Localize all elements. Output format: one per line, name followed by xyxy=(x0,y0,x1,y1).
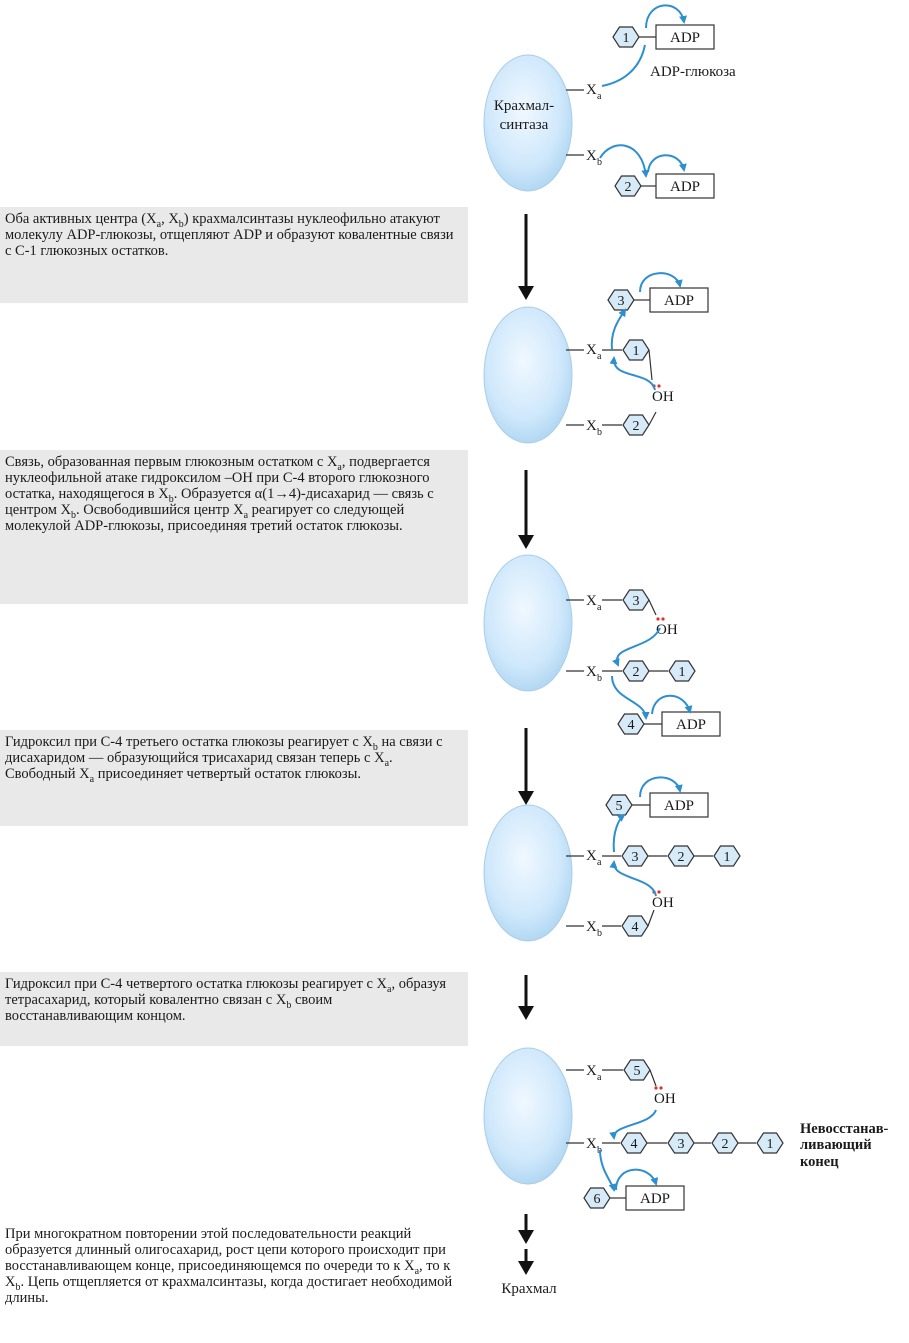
glucose-residue-number: 4 xyxy=(627,718,635,733)
bond-line xyxy=(650,1070,656,1086)
nonreducing-end-label: конец xyxy=(800,1154,839,1170)
glucose-residue-number: 1 xyxy=(678,665,686,680)
subscript: b xyxy=(178,218,184,230)
glucose-residue-number: 2 xyxy=(677,850,685,865)
adp-label: ADP xyxy=(663,293,695,309)
active-site-subscript: b xyxy=(597,673,602,684)
active-site-subscript: a xyxy=(597,1072,602,1083)
bond-line xyxy=(649,412,656,425)
glucose-residue-number: 1 xyxy=(723,850,731,865)
subscript: a xyxy=(386,983,392,995)
active-site-subscript: a xyxy=(597,602,602,613)
active-site-label: X xyxy=(586,342,597,358)
electron-flow-arrow xyxy=(614,815,624,852)
glucose-residue-number: 5 xyxy=(615,799,623,814)
active-site-subscript: b xyxy=(597,157,602,168)
enzyme-ellipse xyxy=(484,805,572,941)
hydroxyl-label: OH xyxy=(656,622,678,638)
glucose-residue-number: 4 xyxy=(631,920,639,935)
caption-step-3: Гидроксил при С-4 третьего остатка глюкозы реагирует с $X_b$ на связи с дисахаридом — образующийся трисахарид связан теперь с $X_a$. Свободный $X_a$ присоединяет четвертый остаток глюкозы. xyxy=(0,730,468,826)
active-site-subscript: b xyxy=(597,1145,602,1156)
enzyme-ellipse xyxy=(484,1048,572,1184)
active-site-label: X xyxy=(586,919,597,935)
reaction-arrow-head xyxy=(518,791,534,805)
active-site-label: X xyxy=(586,418,597,434)
hydroxyl-label: OH xyxy=(654,1091,676,1107)
active-site-label: X xyxy=(586,1136,597,1152)
glucose-residue-number: 2 xyxy=(624,180,632,195)
active-site-label: X xyxy=(586,82,597,98)
reaction-arrow-head xyxy=(518,1230,534,1244)
hydroxyl-label: OH xyxy=(652,895,674,911)
hydroxyl-label: OH xyxy=(652,389,674,405)
lone-pair-dot xyxy=(654,1086,657,1089)
electron-flow-arrow xyxy=(600,145,646,176)
adp-glucose-label: ADP-глюкоза xyxy=(650,64,736,80)
adp-label: ADP xyxy=(675,717,707,733)
active-site-subscript: a xyxy=(597,857,602,868)
active-site-label: X xyxy=(586,1063,597,1079)
glucose-residue-number: 1 xyxy=(766,1137,774,1152)
caption-step-4: Гидроксил при С-4 четвертого остатка глюкозы реагирует с $X_a$, образуя тетрасахарид, который ковалентно связан с $X_b$ своим восстанавливающим концом. xyxy=(0,972,468,1046)
electron-flow-arrow xyxy=(612,310,625,350)
electron-flow-arrow xyxy=(617,628,660,665)
enzyme-ellipse xyxy=(484,307,572,443)
active-site-subscript: b xyxy=(597,427,602,438)
active-site-subscript: a xyxy=(597,91,602,102)
adp-label: ADP xyxy=(663,798,695,814)
caption-step-1: Оба активных центра ($X_a$, $X_b$) крахмалсинтазы нуклеофильно атакуют молекулу ADP-глюкозы, отщепляют ADP и образуют ковалентные связи с С-1 глюкозных остатков. xyxy=(0,207,468,303)
active-site-label: X xyxy=(586,848,597,864)
enzyme-ellipse xyxy=(484,555,572,691)
adp-label: ADP xyxy=(669,30,701,46)
subscript: a xyxy=(337,461,342,473)
subscript: b xyxy=(372,741,378,753)
glucose-residue-number: 4 xyxy=(630,1137,638,1152)
glucose-residue-number: 1 xyxy=(622,31,630,46)
reaction-arrow-head xyxy=(518,286,534,300)
glucose-residue-number: 3 xyxy=(677,1137,685,1152)
nonreducing-end-label: Невосстанав- xyxy=(800,1121,889,1137)
lone-pair-dot xyxy=(657,384,660,387)
electron-flow-arrow xyxy=(614,862,656,896)
reaction-arrow-head xyxy=(518,1261,534,1275)
nonreducing-end-label: ливающий xyxy=(800,1137,872,1153)
active-site-label: X xyxy=(586,148,597,164)
caption-step-2: Связь, образованная первым глюкозным остатком с $X_a$, подвергается нуклеофильной атаке гидроксилом –OH при С-4 второго глюкозного остатка, находящегося в $X_b$. Образуется α(1→4)-дисахарид — связь с центром $X_b$. Освободившийся центр $X_a$ реагирует со следующей молекулой ADP-глюкозы, присоединяя третий остаток глюкозы. xyxy=(0,450,468,604)
adp-label: ADP xyxy=(669,179,701,195)
bond-line xyxy=(649,350,652,380)
lone-pair-dot xyxy=(659,1086,662,1089)
electron-flow-arrow xyxy=(600,1150,614,1190)
bond-line xyxy=(649,600,656,615)
enzyme-name: Крахмал- xyxy=(493,98,555,114)
glucose-residue-number: 3 xyxy=(617,294,625,309)
electron-flow-arrow xyxy=(614,358,655,390)
active-site-label: X xyxy=(586,664,597,680)
electron-flow-arrow xyxy=(612,676,646,718)
reaction-arrow-head xyxy=(518,1006,534,1020)
active-site-subscript: a xyxy=(597,351,602,362)
adp-label: ADP xyxy=(639,1191,671,1207)
glucose-residue-number: 6 xyxy=(593,1192,601,1207)
reaction-arrow-head xyxy=(518,535,534,549)
electron-flow-arrow xyxy=(602,45,645,86)
glucose-residue-number: 3 xyxy=(631,850,639,865)
subscript: a xyxy=(89,773,95,785)
electron-flow-arrow xyxy=(652,696,690,714)
active-site-label: X xyxy=(586,593,597,609)
glucose-residue-number: 5 xyxy=(633,1064,641,1079)
glucose-residue-number: 2 xyxy=(632,419,640,434)
product-label: Крахмал xyxy=(501,1281,557,1297)
glucose-residue-number: 3 xyxy=(632,594,640,609)
subscript: b xyxy=(70,509,76,521)
caption-step-5: При многократном повторении этой последовательности реакций образуется длинный олигосахарид, рост цепи которого происходит при восстанавливающем конце, присоединяющемся по очереди то к $X_a$, то к $X_b$. Цепь отщепляется от крахмалсинтазы, когда достигает необходимой длины. xyxy=(0,1222,468,1340)
active-site-subscript: b xyxy=(597,928,602,939)
electron-flow-arrow xyxy=(648,155,684,172)
subscript: b xyxy=(168,493,174,505)
subscript: b xyxy=(286,999,292,1011)
subscript: a xyxy=(156,218,162,230)
subscript: a xyxy=(414,1265,420,1277)
glucose-residue-number: 2 xyxy=(721,1137,729,1152)
enzyme-name: синтаза xyxy=(499,117,549,133)
lone-pair-dot xyxy=(657,890,660,893)
glucose-residue-number: 2 xyxy=(632,665,640,680)
lone-pair-dot xyxy=(661,617,664,620)
subscript: b xyxy=(15,1281,21,1293)
bond-line xyxy=(648,910,654,926)
subscript: a xyxy=(384,757,390,769)
lone-pair-dot xyxy=(656,617,659,620)
subscript: a xyxy=(243,509,249,521)
glucose-residue-number: 1 xyxy=(632,344,640,359)
